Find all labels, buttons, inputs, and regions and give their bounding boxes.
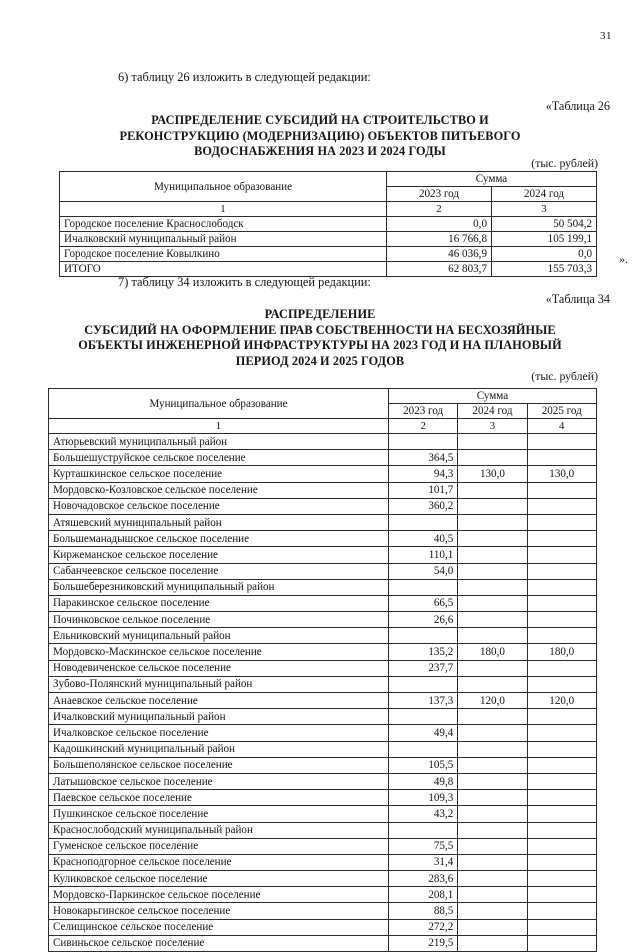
table-2-cell-y2025: 130,0 — [527, 466, 596, 482]
table-2-cell-district-group: Ичалковский муниципальный район — [49, 709, 389, 725]
table-row — [49, 693, 597, 709]
table-2-column-numbers-row — [49, 419, 597, 434]
table-row — [49, 498, 597, 514]
table-row — [60, 247, 597, 262]
table-row — [49, 725, 597, 741]
table-2-cell-municipality: Паракинское сельское поселение — [49, 595, 389, 611]
table-2-cell-district-group: Большеберезниковский муниципальный район — [49, 579, 389, 595]
table-2-cell-y2023: 49,8 — [389, 773, 458, 789]
table-2-cell-municipality: Мордовско-Маскинское сельское поселение — [49, 644, 389, 660]
table-2-colnum-4: 4 — [527, 419, 596, 434]
table-2-colnum-3: 3 — [458, 419, 527, 434]
table-2-cell-y2024 — [458, 579, 527, 595]
section-2-table-label: «Таблица 34 — [545, 292, 610, 306]
table-2-cell-y2024 — [458, 709, 527, 725]
table-2-cell-y2023: 137,3 — [389, 693, 458, 709]
table-2-cell-y2023: 208,1 — [389, 887, 458, 903]
section-1-intro-text: 6) таблицу 26 изложить в следующей редакции: — [118, 70, 371, 84]
table-2-cell-municipality: Большеманадышское сельское поселение — [49, 531, 389, 547]
table-2-cell-y2025 — [527, 822, 596, 838]
table-2-cell-district-group: Ельниковский муниципальный район — [49, 628, 389, 644]
table-2-cell-district-group: Атяшевский муниципальный район — [49, 514, 389, 530]
table-2-cell-y2023 — [389, 741, 458, 757]
table-2-cell-y2024: 130,0 — [458, 466, 527, 482]
table-2-cell-municipality: Красноподгорное сельское поселение — [49, 854, 389, 870]
table-2-cell-y2024 — [458, 838, 527, 854]
table-2-cell-y2025 — [527, 806, 596, 822]
table-row — [49, 790, 597, 806]
table-row — [49, 547, 597, 563]
table-2-cell-y2024 — [458, 903, 527, 919]
table-row — [49, 919, 597, 935]
table-row — [60, 217, 597, 232]
table-1-col-2023: 2023 год — [387, 187, 492, 202]
table-2-cell-y2024 — [458, 612, 527, 628]
table-row — [49, 563, 597, 579]
table-row — [60, 232, 597, 247]
table-2-cell-municipality: Сивиньское сельское поселение — [49, 935, 389, 951]
table-row — [49, 709, 597, 725]
section-1-closing-quote: ». — [619, 252, 628, 266]
table-2-cell-y2023: 75,5 — [389, 838, 458, 854]
table-2-cell-y2024 — [458, 935, 527, 951]
table-2-cell-y2024 — [458, 725, 527, 741]
table-2-cell-y2024 — [458, 773, 527, 789]
table-1-cell-y2024: 155 703,3 — [492, 262, 597, 277]
table-2-cell-y2025 — [527, 498, 596, 514]
table-2-cell-y2023: 88,5 — [389, 903, 458, 919]
table-2-cell-municipality: Большешуструйское сельское поселение — [49, 450, 389, 466]
table-2-cell-y2025 — [527, 676, 596, 692]
table-2-cell-y2025: 120,0 — [527, 693, 596, 709]
table-2-cell-y2023: 360,2 — [389, 498, 458, 514]
table-2-cell-y2025 — [527, 919, 596, 935]
table-2-cell-y2025 — [527, 595, 596, 611]
table-2-cell-y2024 — [458, 531, 527, 547]
table-1-col-2024: 2024 год — [492, 187, 597, 202]
section-2-intro-text: 7) таблицу 34 изложить в следующей редакции: — [118, 275, 371, 289]
table-2-cell-y2023 — [389, 709, 458, 725]
table-2-colnum-2: 2 — [389, 419, 458, 434]
table-2-cell-y2025 — [527, 628, 596, 644]
table-row — [49, 579, 597, 595]
table-2-cell-y2024 — [458, 919, 527, 935]
table-2-cell-y2025 — [527, 450, 596, 466]
table-2-cell-y2025 — [527, 773, 596, 789]
section-2-table-label-block — [0, 292, 640, 307]
table-2-cell-y2025 — [527, 579, 596, 595]
table-2-cell-y2025 — [527, 563, 596, 579]
table-1-header — [60, 172, 597, 217]
section-2-units-block — [0, 369, 640, 384]
table-1-cell-municipality: Ичалковский муниципальный район — [60, 232, 387, 247]
table-row — [49, 676, 597, 692]
table-row — [49, 482, 597, 498]
table-2-cell-y2024 — [458, 450, 527, 466]
table-1-colnum-3: 3 — [492, 202, 597, 217]
section-1-intro-block — [0, 70, 640, 86]
table-row — [49, 434, 597, 450]
table-2-cell-y2023 — [389, 514, 458, 530]
table-2-cell-y2023: 110,1 — [389, 547, 458, 563]
table-2-header-row-1 — [49, 389, 597, 404]
table-1-cell-y2024: 50 504,2 — [492, 217, 597, 232]
table-row — [49, 806, 597, 822]
table-2-col-2023: 2023 год — [389, 404, 458, 419]
table-1-colnum-1: 1 — [60, 202, 387, 217]
table-row — [49, 741, 597, 757]
table-2-col-2024: 2024 год — [458, 404, 527, 419]
table-2-cell-y2024 — [458, 741, 527, 757]
table-2-cell-municipality: Мордовско-Паркинское сельское поселение — [49, 887, 389, 903]
section-1-units-block — [0, 156, 640, 171]
table-2-col-2025: 2025 год — [527, 404, 596, 419]
table-2-cell-y2023: 237,7 — [389, 660, 458, 676]
table-2-cell-y2023 — [389, 434, 458, 450]
table-2-cell-district-group: Зубово-Полянский муниципальный район — [49, 676, 389, 692]
section-1-title-block — [0, 113, 640, 160]
table-2-cell-y2024 — [458, 547, 527, 563]
table-2-cell-y2025 — [527, 709, 596, 725]
table-2-cell-y2025 — [527, 838, 596, 854]
table-2-cell-y2023: 283,6 — [389, 871, 458, 887]
table-2-cell-municipality: Селищинское сельское поселение — [49, 919, 389, 935]
table-1-col-municipality: Муниципальное образование — [60, 172, 387, 202]
table-row — [49, 822, 597, 838]
table-2-cell-municipality: Новодевиченское сельское поселение — [49, 660, 389, 676]
section-2-title-line-1: РАСПРЕДЕЛЕНИЕ — [264, 307, 376, 321]
table-2-colnum-1: 1 — [49, 419, 389, 434]
table-row — [49, 628, 597, 644]
table-row — [49, 903, 597, 919]
table-row — [49, 757, 597, 773]
section-2-title-line-4: ПЕРИОД 2024 И 2025 ГОДОВ — [235, 353, 405, 368]
table-1-cell-municipality: Городское поселение Краснослободск — [60, 217, 387, 232]
table-2-cell-y2023: 49,4 — [389, 725, 458, 741]
table-row — [49, 450, 597, 466]
section-1-title-line-3: ВОДОСНАБЖЕНИЯ НА 2023 И 2024 ГОДЫ — [194, 144, 446, 159]
table-2-cell-y2023: 272,2 — [389, 919, 458, 935]
table-2-cell-y2023: 105,5 — [389, 757, 458, 773]
table-row — [49, 838, 597, 854]
section-2-units: (тыс. рублей) — [531, 369, 598, 383]
table-2-col-sum-group: Сумма — [389, 389, 597, 404]
table-2-cell-y2024: 180,0 — [458, 644, 527, 660]
table-2-cell-municipality: Сабанчеевское сельское поселение — [49, 563, 389, 579]
table-2-cell-y2023: 135,2 — [389, 644, 458, 660]
table-1-cell-y2023: 62 803,7 — [387, 262, 492, 277]
table-2-cell-y2025 — [527, 660, 596, 676]
table-2-cell-y2025 — [527, 887, 596, 903]
page-number: 31 — [600, 30, 612, 42]
table-2-cell-y2025 — [527, 612, 596, 628]
table-2-cell-y2025 — [527, 903, 596, 919]
subsidies-ownership-registration-table — [48, 388, 597, 952]
table-1-column-numbers-row — [60, 202, 597, 217]
section-1-units: (тыс. рублей) — [531, 156, 598, 170]
table-2-cell-y2023: 31,4 — [389, 854, 458, 870]
table-2-cell-municipality: Новочадовское сельское поселение — [49, 498, 389, 514]
table-1-col-sum-group: Сумма — [387, 172, 597, 187]
table-2-cell-y2025 — [527, 757, 596, 773]
table-2-cell-y2024 — [458, 757, 527, 773]
table-row — [49, 531, 597, 547]
subsidies-water-supply-table — [59, 171, 597, 277]
table-2-cell-y2024 — [458, 482, 527, 498]
table-2-cell-y2024 — [458, 822, 527, 838]
table-2-cell-y2023: 54,0 — [389, 563, 458, 579]
table-2-cell-y2023: 43,2 — [389, 806, 458, 822]
table-row — [49, 514, 597, 530]
table-2-cell-y2023: 40,5 — [389, 531, 458, 547]
table-2-cell-district-group: Атюрьевский муниципальный район — [49, 434, 389, 450]
table-2-cell-y2023 — [389, 676, 458, 692]
table-2-cell-y2024 — [458, 887, 527, 903]
section-2-title-line-3: ОБЪЕКТЫ ИНЖЕНЕРНОЙ ИНФРАСТРУКТУРЫ НА 2023 ГОД И НА ПЛАНОВЫЙ — [78, 338, 562, 353]
table-2-cell-y2024 — [458, 806, 527, 822]
table-2-cell-municipality: Курташкинское сельское поселение — [49, 466, 389, 482]
table-row — [49, 660, 597, 676]
table-2-cell-municipality: Большеполянское сельское поселение — [49, 757, 389, 773]
table-2-cell-y2023: 66,5 — [389, 595, 458, 611]
table-2-cell-municipality: Паевское сельское поселение — [49, 790, 389, 806]
table-2-cell-y2023: 101,7 — [389, 482, 458, 498]
table-2-cell-district-group: Краснослободский муниципальный район — [49, 822, 389, 838]
table-2-header — [49, 389, 597, 434]
table-2-cell-y2023: 94,3 — [389, 466, 458, 482]
table-2-cell-y2024 — [458, 676, 527, 692]
table-2-cell-y2024: 120,0 — [458, 693, 527, 709]
table-2-cell-y2024 — [458, 595, 527, 611]
table-2-cell-municipality: Мордовско-Козловское сельское поселение — [49, 482, 389, 498]
table-2-col-municipality: Муниципальное образование — [49, 389, 389, 419]
table-2-cell-y2024 — [458, 498, 527, 514]
table-2-cell-y2025 — [527, 790, 596, 806]
table-2-cell-y2025: 180,0 — [527, 644, 596, 660]
table-2-cell-municipality: Анаевское сельское поселение — [49, 693, 389, 709]
table-2-cell-y2024 — [458, 660, 527, 676]
table-row — [49, 871, 597, 887]
table-row — [49, 854, 597, 870]
section-1-table-label-block — [0, 99, 640, 114]
table-2-cell-y2023: 109,3 — [389, 790, 458, 806]
table-1-cell-municipality: ИТОГО — [60, 262, 387, 277]
table-2-cell-y2023: 26,6 — [389, 612, 458, 628]
table-2-cell-district-group: Кадошкинский муниципальный район — [49, 741, 389, 757]
table-2-cell-y2024 — [458, 628, 527, 644]
table-2-cell-y2024 — [458, 563, 527, 579]
table-2-cell-y2024 — [458, 871, 527, 887]
table-2-cell-y2025 — [527, 434, 596, 450]
table-2-cell-y2024 — [458, 854, 527, 870]
table-2-cell-y2025 — [527, 482, 596, 498]
section-2-title-block — [0, 307, 640, 369]
table-2-cell-y2023 — [389, 822, 458, 838]
table-1-cell-y2024: 0,0 — [492, 247, 597, 262]
table-1-header-row-1 — [60, 172, 597, 187]
table-1-cell-y2024: 105 199,1 — [492, 232, 597, 247]
table-1-body — [60, 217, 597, 277]
section-2-intro-block — [0, 275, 640, 291]
table-2-cell-y2024 — [458, 790, 527, 806]
table-1-colnum-2: 2 — [387, 202, 492, 217]
table-2-cell-municipality: Киржеманское сельское поселение — [49, 547, 389, 563]
table-2-cell-municipality: Починковское селькое поселение — [49, 612, 389, 628]
table-1-cell-municipality: Городское поселение Ковылкино — [60, 247, 387, 262]
table-2-cell-municipality: Латышовское сельское поселение — [49, 773, 389, 789]
table-row — [49, 612, 597, 628]
table-2-cell-municipality: Ичалковское сельское поселение — [49, 725, 389, 741]
table-2-cell-y2025 — [527, 725, 596, 741]
table-row — [49, 935, 597, 951]
table-row — [49, 887, 597, 903]
table-2-cell-y2025 — [527, 935, 596, 951]
table-2-cell-municipality: Пушкинское сельское поселение — [49, 806, 389, 822]
table-2-cell-municipality: Новокарьгинское сельское поселение — [49, 903, 389, 919]
table-2-cell-y2023 — [389, 628, 458, 644]
table-2-cell-y2023: 219,5 — [389, 935, 458, 951]
table-1-cell-y2023: 46 036,9 — [387, 247, 492, 262]
table-2-cell-y2025 — [527, 514, 596, 530]
table-row — [49, 595, 597, 611]
table-2-cell-y2025 — [527, 854, 596, 870]
section-1-table-label: «Таблица 26 — [545, 99, 610, 113]
table-2-cell-municipality: Гуменское сельское поселение — [49, 838, 389, 854]
table-2-cell-y2023 — [389, 579, 458, 595]
table-1-cell-y2023: 16 766,8 — [387, 232, 492, 247]
section-1-title-line-1: РАСПРЕДЕЛЕНИЕ СУБСИДИЙ НА СТРОИТЕЛЬСТВО И — [151, 113, 489, 127]
table-2-cell-y2025 — [527, 531, 596, 547]
table-1-cell-y2023: 0,0 — [387, 217, 492, 232]
table-2-cell-y2023: 364,5 — [389, 450, 458, 466]
table-2-cell-y2025 — [527, 547, 596, 563]
table-2-cell-y2025 — [527, 871, 596, 887]
table-2-cell-y2024 — [458, 434, 527, 450]
table-2-cell-municipality: Куликовское сельское поселение — [49, 871, 389, 887]
table-2-cell-y2025 — [527, 741, 596, 757]
table-row — [49, 466, 597, 482]
table-2-body — [49, 434, 597, 952]
section-2-title-line-2: СУБСИДИЙ НА ОФОРМЛЕНИЕ ПРАВ СОБСТВЕННОСТИ НА БЕСХОЗЯЙНЫЕ — [84, 322, 556, 337]
table-row — [49, 773, 597, 789]
section-1-title-line-2: РЕКОНСТРУКЦИЮ (МОДЕРНИЗАЦИЮ) ОБЪЕКТОВ ПИТЬЕВОГО — [119, 128, 521, 143]
table-2-cell-y2024 — [458, 514, 527, 530]
table-row — [49, 644, 597, 660]
